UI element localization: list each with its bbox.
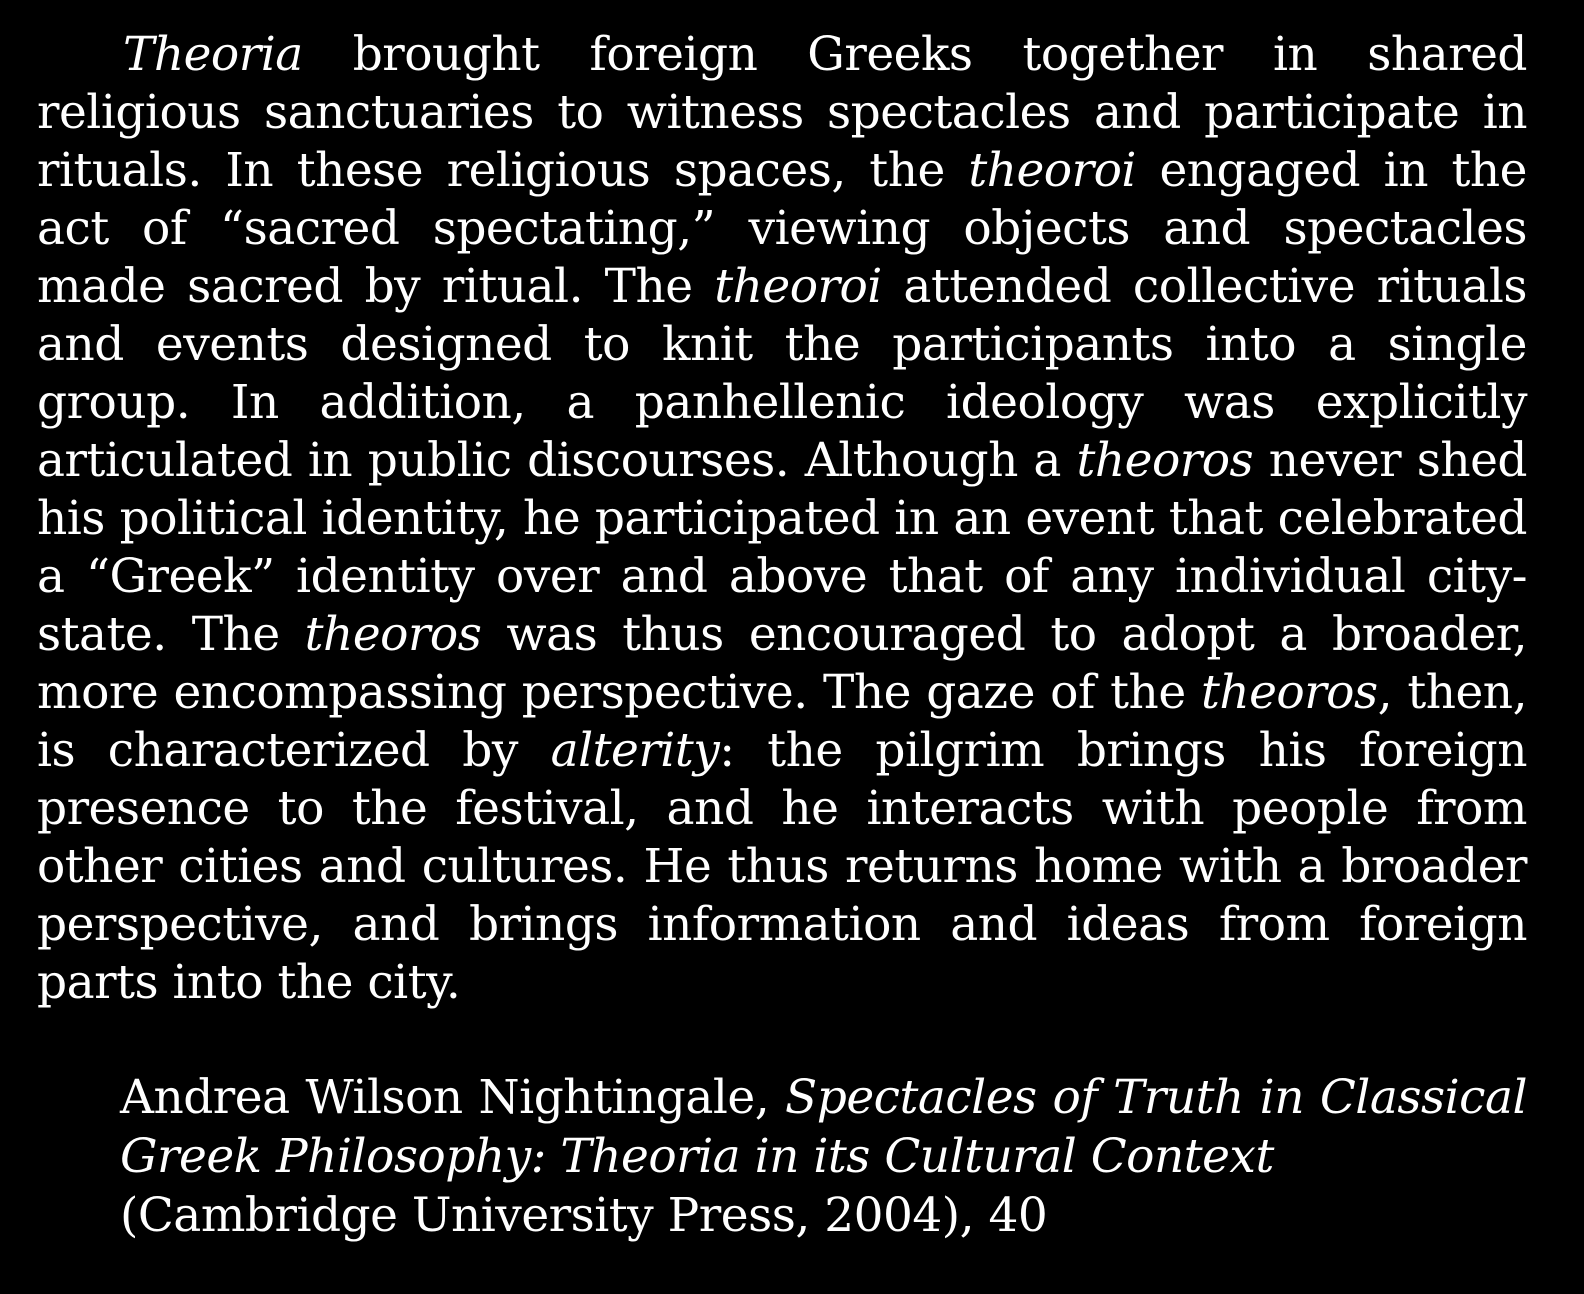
quote-segment: theoroi [714,259,882,314]
quote-segment: engaged in the act of “sacred spectating,” viewing objects and spectacles made sacred by ritual. The [37,143,1527,314]
quote-segment: was thus encouraged to adopt a broader, more encompassing perspective. The gaze of the [37,607,1528,720]
quote-segment: brought foreign Greeks together in shared religious sanctuaries to witness spectacles and participate in rituals. In these religious spaces, the [37,27,1527,198]
citation-publisher-info: (Cambridge University Press, 2004), 40 [120,1188,1048,1243]
quote-segment: theoros [1076,433,1254,488]
quote-segment: alterity [550,723,720,778]
quote-segment: theoroi [968,143,1136,198]
quote-segment: attended collective rituals and events designed to knit the participants into a single group. In addition, a panhellenic ideology was explicitly articulated in public discourses. Although a [37,259,1527,488]
quote-segment: , then, is characterized by [37,665,1528,778]
quote-segment: Theoria [123,27,303,82]
citation-author: Andrea Wilson Nightingale, [120,1070,786,1125]
quote-segment: theoros [1200,665,1378,720]
quote-segment: never shed his political identity, he participated in an event that celebrated a “Greek” identity over and above that of any individual city-state. The [37,433,1528,662]
quote-paragraph [37,26,1527,1012]
quote-segment: : the pilgrim brings his foreign presence to the festival, and he interacts with people from other cities and cultures. He thus returns home with a broader perspective, and brings information and ideas from foreign parts into the city. [37,723,1528,1010]
quote-segment: theoros [304,607,482,662]
citation-book-title: Spectacles of Truth in Classical Greek Philosophy: Theoria in its Cultural Context [120,1070,1528,1184]
citation [120,1068,1527,1245]
